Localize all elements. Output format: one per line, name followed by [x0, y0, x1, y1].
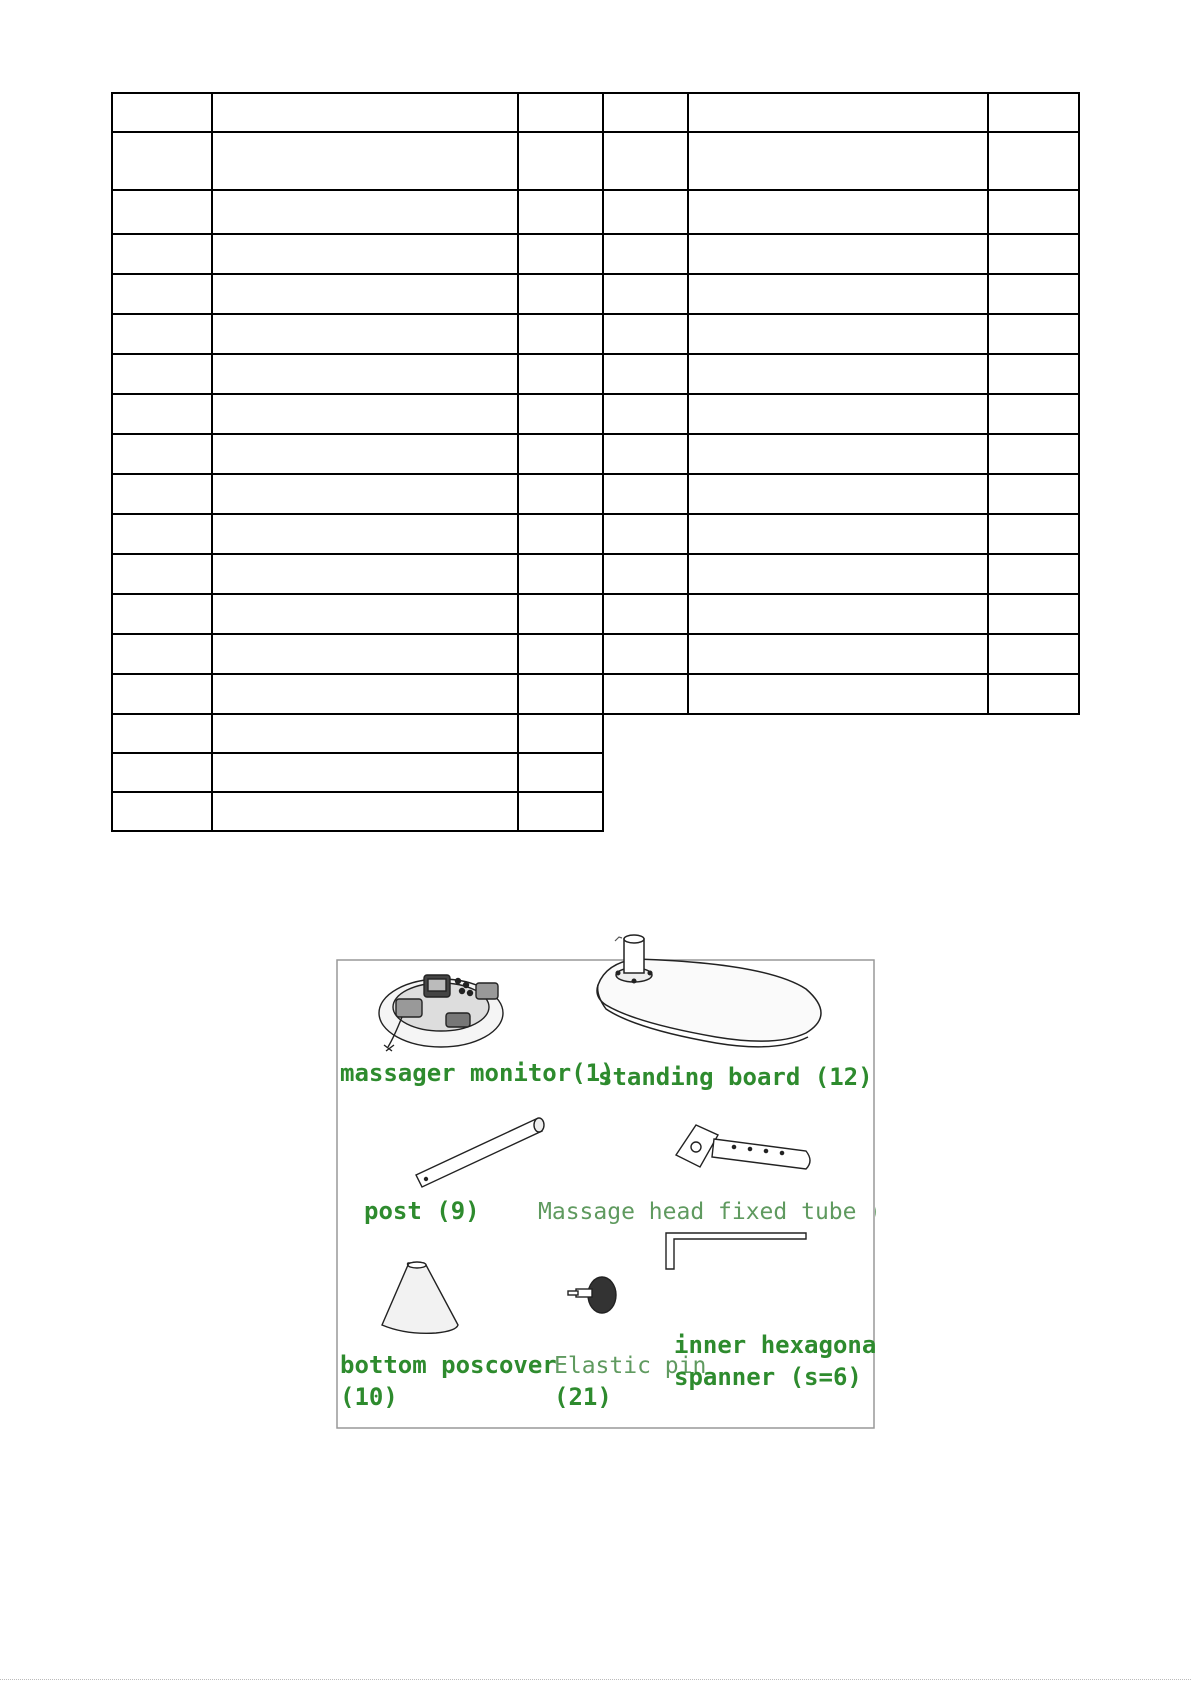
parts-table [111, 92, 1080, 832]
table-row-line [111, 593, 1080, 595]
table-row-line [111, 189, 1080, 191]
table-row-line [111, 131, 1080, 133]
table-col-line [602, 92, 604, 832]
label-elastic-pin-num: (21) [554, 1383, 612, 1411]
table-row-line [111, 92, 1080, 94]
table-col-line [1078, 92, 1080, 714]
label-head-tube: Massage head fixed tube (3) [538, 1199, 876, 1225]
label-spanner: inner hexagonal [674, 1331, 876, 1359]
table-col-line [687, 92, 689, 714]
label-massager-monitor: massager monitor(1) [340, 1059, 615, 1087]
table-row-line [111, 273, 1080, 275]
table-col-line [211, 92, 213, 832]
table-col-line [987, 92, 989, 714]
label-standing-board: standing board (12) [598, 1063, 873, 1091]
table-row-line [111, 353, 1080, 355]
table-row-line [111, 553, 1080, 555]
label-spanner-size: spanner (s=6) [674, 1363, 862, 1391]
table-row-line [111, 433, 1080, 435]
table-row-line [111, 513, 1080, 515]
table-row-line [111, 233, 1080, 235]
table-row-line [111, 713, 1080, 715]
table-row-line [111, 752, 604, 754]
label-bottom-cover: bottom poscover [340, 1351, 557, 1379]
parts-figure [336, 925, 876, 1434]
table-row-line [111, 673, 1080, 675]
table-row-line [111, 791, 604, 793]
table-row-line [111, 313, 1080, 315]
parts-illustration [336, 925, 876, 1430]
table-row-line [111, 473, 1080, 475]
label-bottom-cover-num: (10) [340, 1383, 398, 1411]
table-row-line [111, 830, 604, 832]
label-post: post (9) [364, 1197, 480, 1225]
table-row-line [111, 393, 1080, 395]
table-col-line [517, 92, 519, 832]
table-row-line [111, 633, 1080, 635]
table-col-line [111, 92, 113, 832]
label-elastic-pin: Elastic pin [554, 1353, 707, 1379]
page-bottom-rule [0, 1679, 1191, 1680]
